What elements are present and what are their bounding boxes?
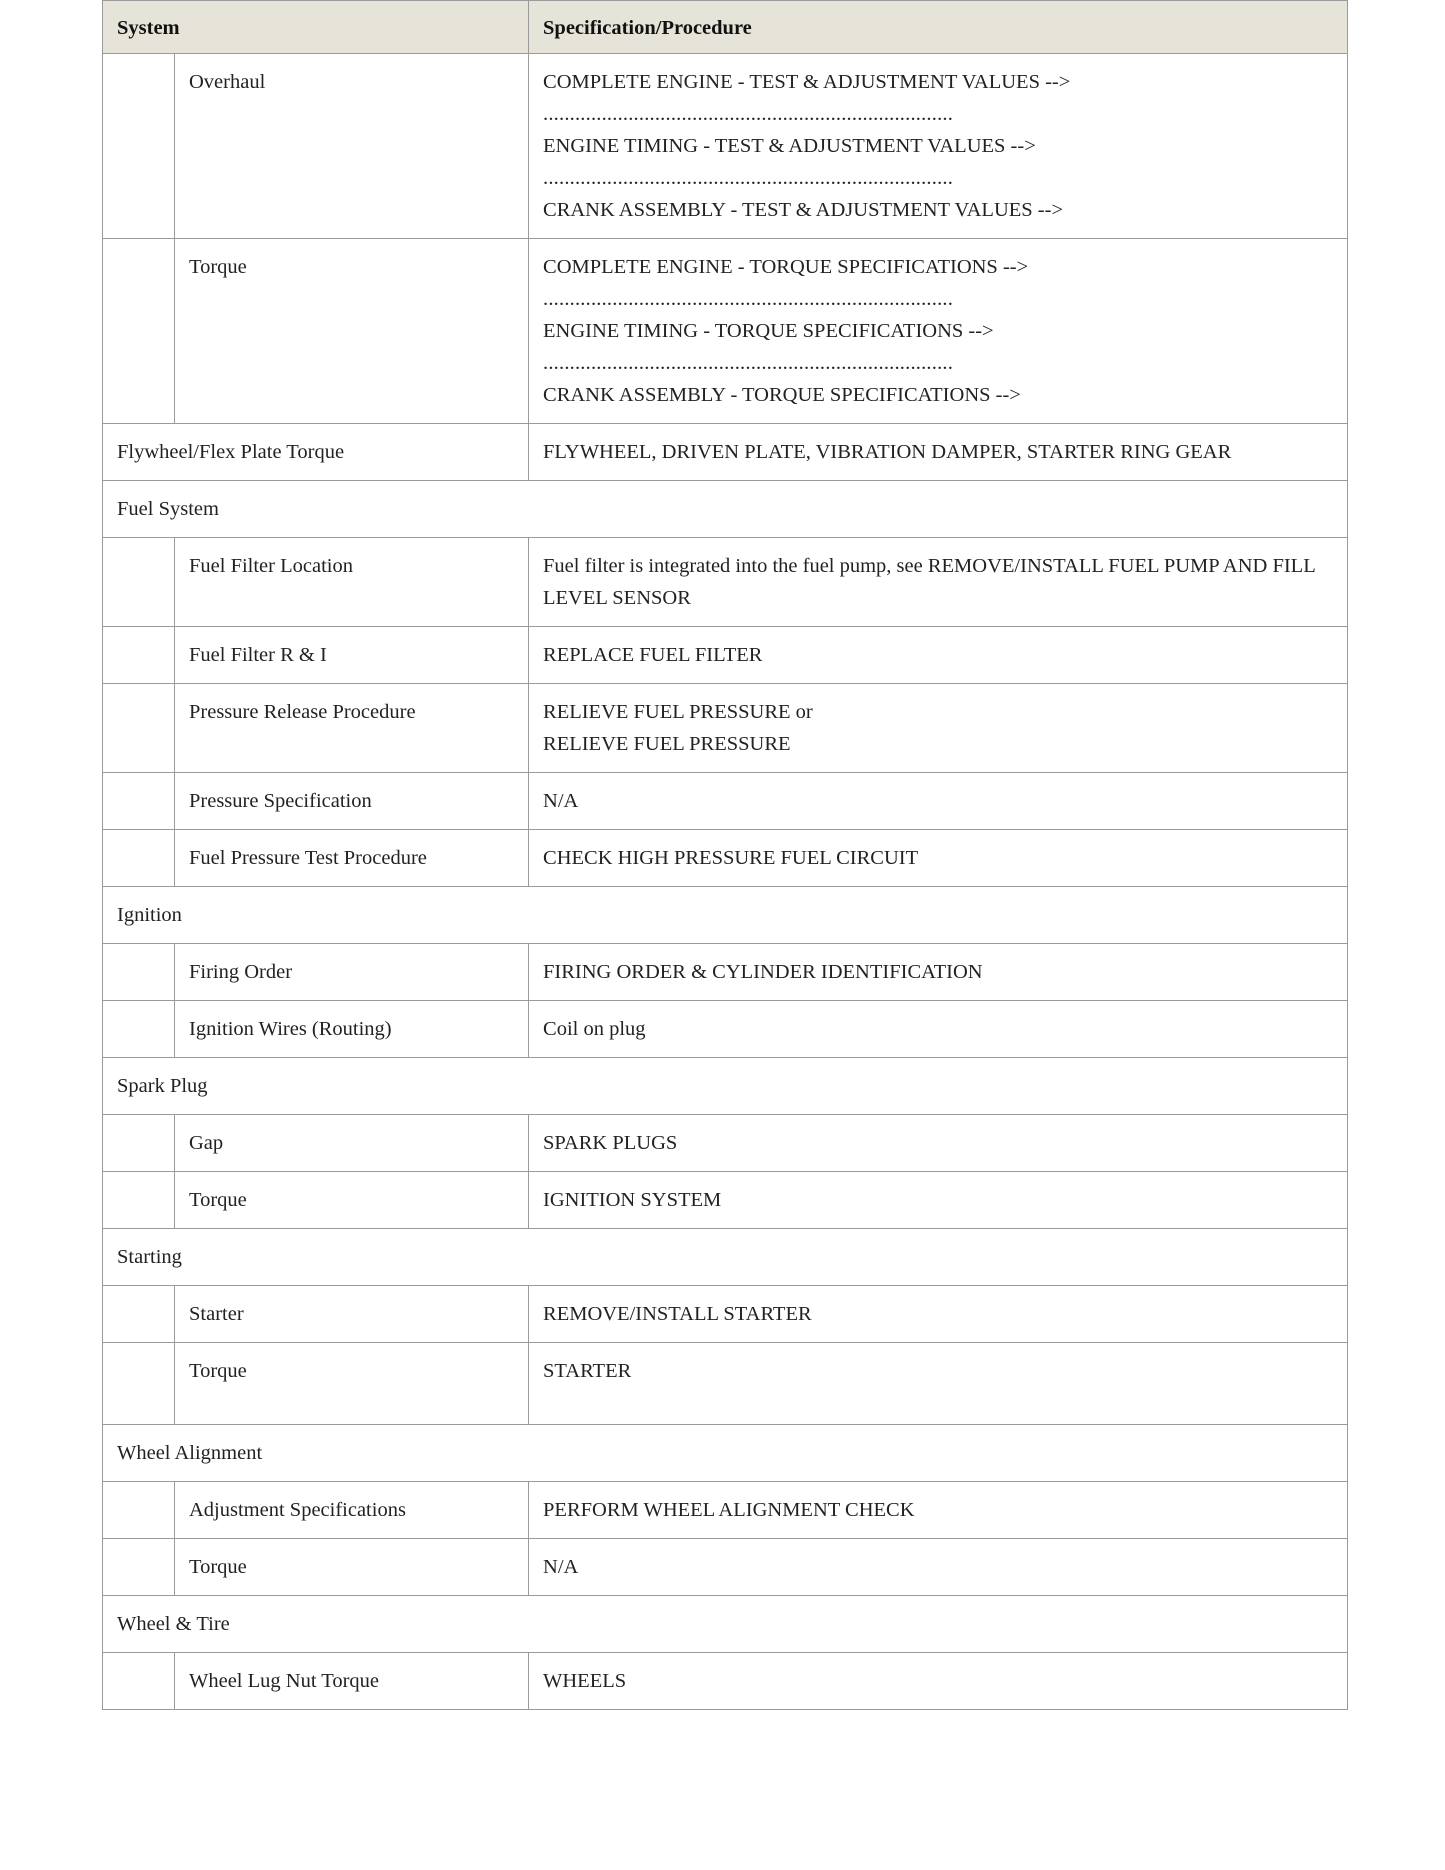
spec-link[interactable]: SPARK PLUGS [543, 1132, 678, 1154]
row-label: Starter [175, 1286, 529, 1343]
section-title: Ignition [103, 887, 1348, 944]
header-system: System [103, 1, 529, 54]
row-value [529, 239, 1348, 424]
table-body [103, 54, 1348, 1710]
row-label: Flywheel/Flex Plate Torque [103, 424, 529, 481]
spec-link[interactable]: COMPLETE ENGINE - TEST & ADJUSTMENT VALUES --> [543, 71, 1071, 93]
row-value [529, 538, 1348, 627]
row-label: Fuel Filter Location [175, 538, 529, 627]
indent-cell [103, 538, 175, 627]
section-row [103, 1229, 1348, 1286]
section-row [103, 887, 1348, 944]
indent-cell [103, 684, 175, 773]
table-row [103, 1115, 1348, 1172]
row-label: Pressure Specification [175, 773, 529, 830]
row-label: Pressure Release Procedure [175, 684, 529, 773]
spec-link[interactable]: REPLACE FUEL FILTER [543, 644, 763, 666]
separator-dots: ............................................................................. [543, 167, 954, 189]
row-label: Firing Order [175, 944, 529, 1001]
spec-link[interactable]: CHECK HIGH PRESSURE FUEL CIRCUIT [543, 847, 919, 869]
row-label: Torque [175, 1172, 529, 1229]
row-label: Fuel Pressure Test Procedure [175, 830, 529, 887]
row-value: N/A [529, 1539, 1348, 1596]
row-value: N/A [529, 773, 1348, 830]
indent-cell [103, 1482, 175, 1539]
table-row [103, 424, 1348, 481]
spec-link[interactable]: ENGINE TIMING - TEST & ADJUSTMENT VALUES --> [543, 135, 1036, 157]
row-value [529, 1286, 1348, 1343]
table-row [103, 1001, 1348, 1058]
spec-link[interactable]: REMOVE/INSTALL STARTER [543, 1303, 812, 1325]
indent-cell [103, 773, 175, 830]
table-row [103, 538, 1348, 627]
row-label: Ignition Wires (Routing) [175, 1001, 529, 1058]
table-row [103, 1482, 1348, 1539]
row-value [529, 1653, 1348, 1710]
row-label: Torque [175, 1539, 529, 1596]
table-row [103, 773, 1348, 830]
row-value [529, 1482, 1348, 1539]
row-label: Torque [175, 1343, 529, 1425]
table-row [103, 1653, 1348, 1710]
indent-cell [103, 627, 175, 684]
separator-dots: ............................................................................. [543, 288, 954, 310]
indent-cell [103, 1001, 175, 1058]
row-value [529, 627, 1348, 684]
table-row [103, 239, 1348, 424]
row-value: Coil on plug [529, 1001, 1348, 1058]
indent-cell [103, 830, 175, 887]
indent-cell [103, 239, 175, 424]
section-row [103, 481, 1348, 538]
row-value [529, 944, 1348, 1001]
table-row [103, 627, 1348, 684]
row-label: Torque [175, 239, 529, 424]
indent-cell [103, 54, 175, 239]
table-row [103, 1172, 1348, 1229]
row-value [529, 424, 1348, 481]
spec-link[interactable]: FLYWHEEL, DRIVEN PLATE, VIBRATION DAMPER, STARTER RING GEAR [543, 441, 1232, 463]
spec-link[interactable]: CRANK ASSEMBLY - TORQUE SPECIFICATIONS --> [543, 384, 1021, 406]
table-row [103, 830, 1348, 887]
spec-link[interactable]: ENGINE TIMING - TORQUE SPECIFICATIONS --> [543, 320, 994, 342]
spec-text[interactable]: Fuel filter is integrated into the fuel pump, see REMOVE/INSTALL FUEL PUMP AND FILL LEVEL SENSOR [543, 555, 1315, 609]
separator-dots: ............................................................................. [543, 352, 954, 374]
spec-link[interactable]: CRANK ASSEMBLY - TEST & ADJUSTMENT VALUES --> [543, 199, 1064, 221]
row-label: Gap [175, 1115, 529, 1172]
table-row [103, 1539, 1348, 1596]
spec-link[interactable]: COMPLETE ENGINE - TORQUE SPECIFICATIONS --> [543, 256, 1029, 278]
spec-link[interactable]: PERFORM WHEEL ALIGNMENT CHECK [543, 1499, 915, 1521]
indent-cell [103, 1539, 175, 1596]
indent-cell [103, 1115, 175, 1172]
header-spec: Specification/Procedure [529, 1, 1348, 54]
section-title: Wheel & Tire [103, 1596, 1348, 1653]
table-row [103, 1286, 1348, 1343]
indent-cell [103, 944, 175, 1001]
table-row [103, 684, 1348, 773]
section-row [103, 1058, 1348, 1115]
section-title: Wheel Alignment [103, 1425, 1348, 1482]
section-title: Starting [103, 1229, 1348, 1286]
spec-link[interactable]: WHEELS [543, 1670, 627, 1692]
row-value [529, 1172, 1348, 1229]
row-label: Adjustment Specifications [175, 1482, 529, 1539]
row-value [529, 54, 1348, 239]
spec-link[interactable]: RELIEVE FUEL PRESSURE or [543, 701, 813, 723]
section-title: Fuel System [103, 481, 1348, 538]
indent-cell [103, 1172, 175, 1229]
specification-table [102, 0, 1348, 1710]
indent-cell [103, 1653, 175, 1710]
table-row [103, 54, 1348, 239]
spec-link[interactable]: FIRING ORDER & CYLINDER IDENTIFICATION [543, 961, 983, 983]
row-label: Wheel Lug Nut Torque [175, 1653, 529, 1710]
section-row [103, 1425, 1348, 1482]
row-value [529, 830, 1348, 887]
header-row [103, 1, 1348, 54]
spec-link[interactable]: IGNITION SYSTEM [543, 1189, 722, 1211]
separator-dots: ............................................................................. [543, 103, 954, 125]
row-value [529, 1343, 1348, 1425]
row-label: Fuel Filter R & I [175, 627, 529, 684]
row-value [529, 684, 1348, 773]
section-title: Spark Plug [103, 1058, 1348, 1115]
table-row [103, 944, 1348, 1001]
row-value [529, 1115, 1348, 1172]
spec-link[interactable]: STARTER [543, 1360, 632, 1382]
table-header [103, 1, 1348, 54]
section-row [103, 1596, 1348, 1653]
indent-cell [103, 1286, 175, 1343]
indent-cell [103, 1343, 175, 1425]
table-row [103, 1343, 1348, 1425]
row-label: Overhaul [175, 54, 529, 239]
spec-link[interactable]: RELIEVE FUEL PRESSURE [543, 733, 791, 755]
